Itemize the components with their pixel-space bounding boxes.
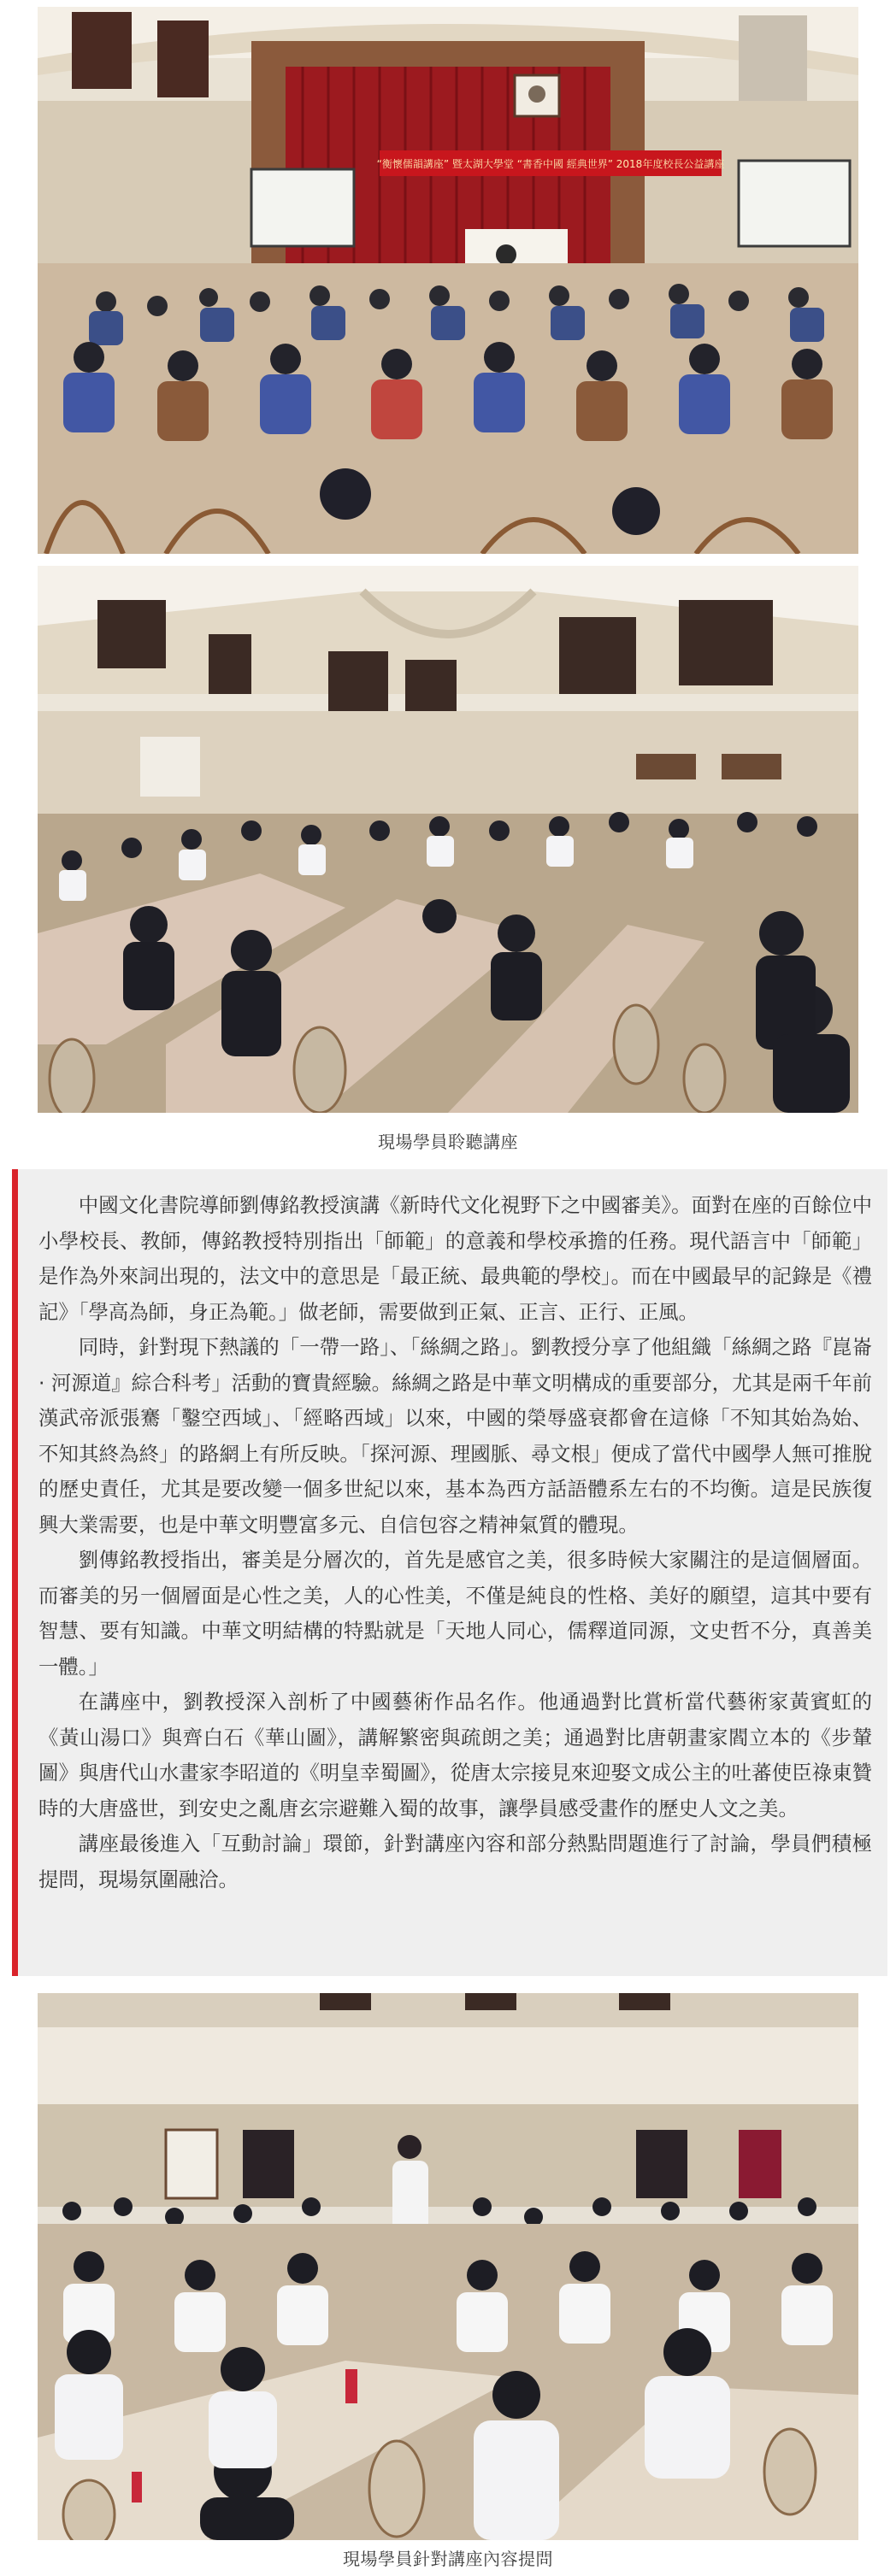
article-body bbox=[12, 1169, 887, 1976]
article-paragraph: 劉傳銘教授指出，審美是分層次的，首先是感官之美，很多時候大家關注的是這個層面。而審美的另一個層面是心性之美，人的心性美，不僅是純良的性格、美好的願望，這其中要有智慧、要有知識。中華文明結構的特點就是「天地人同心，儒釋道同源，文史哲不分，真善美一體。」 bbox=[38, 1548, 872, 1679]
attendees-listening-photo bbox=[38, 566, 858, 1113]
stage-banner-text: “衡懷儒韻講座” 暨太湖大學堂 “書香中國 經典世界” 2018年度校長公益講座 bbox=[376, 158, 725, 170]
lecture-hall-illustration bbox=[38, 7, 858, 554]
article-paragraph: 中國文化書院導師劉傳銘教授演講《新時代文化視野下之中國審美》。面對在座的百餘位中小學校長、教師，傳銘教授特別指出「師範」的意義和學校承擔的任務。現代語言中「師範」是作為外來詞出現的，法文中的意思是「最正統、最典範的學校」。而在中國最早的記錄是《禮記》「學高為師，身正為範。」做老師，需要做到正氣、正言、正行、正風。 bbox=[38, 1193, 872, 1324]
article-paragraph: 同時，針對現下熱議的「一帶一路」、「絲綢之路」。劉教授分享了他組織「絲綢之路『崑崙 · 河源道』綜合科考」活動的寶貴經驗。絲綢之路是中華文明構成的重要部分，尤其是兩千年前漢武帝派張騫「鑿空西域」、「經略西域」以來，中國的榮辱盛衰都會在這條「不知其始為始、不知其終為終」的路網上有所反映。「探河源、理國脈、尋文根」便成了當代中國學人無可推脫的歷史責任，尤其是要改變一個多世紀以來，基本為西方話語體系左右的不均衡。這是民族復興大業需要，也是中華文明豐富多元、自信包容之精神氣質的體現。 bbox=[38, 1335, 872, 1537]
attendees-questions-illustration bbox=[38, 1993, 858, 2540]
article-paragraph: 在講座中，劉教授深入剖析了中國藝術作品名作。他通過對比賞析當代藝術家黃賓虹的《黃山湯口》與齊白石《華山圖》，講解繁密與疏朗之美；通過對比唐朝畫家閻立本的《步輦圖》與唐代山水畫家李昭道的《明皇幸蜀圖》，從唐太宗接見來迎娶文成公主的吐蕃使臣祿東贊時的大唐盛世，到安史之亂唐玄宗避難入蜀的故事，讓學員感受畫作的歷史人文之美。 bbox=[38, 1690, 872, 1820]
attendees-listening-illustration bbox=[38, 566, 858, 1113]
article-paragraph: 講座最後進入「互動討論」環節，針對講座內容和部分熱點問題進行了討論，學員們積極提問，現場氛圍融洽。 bbox=[38, 1832, 872, 1891]
attendees-questions-photo bbox=[38, 1993, 858, 2540]
photo-caption-listening: 現場學員聆聽講座 bbox=[378, 1132, 518, 1152]
lecture-hall-photo bbox=[38, 7, 858, 554]
photo-caption-questions: 現場學員針對講座內容提問 bbox=[343, 2549, 553, 2569]
